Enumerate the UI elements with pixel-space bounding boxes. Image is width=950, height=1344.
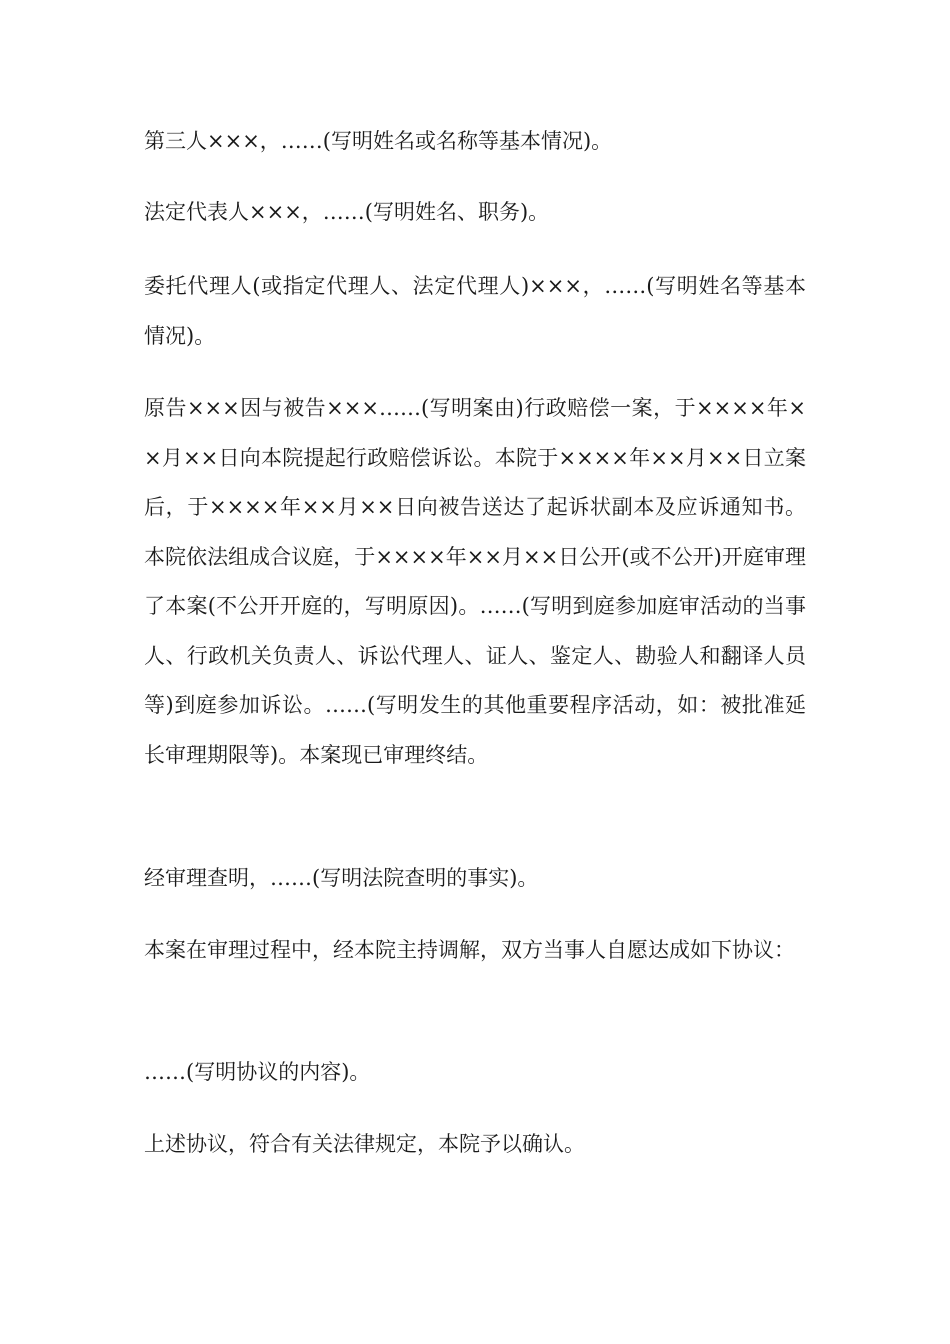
paragraph-confirmation: 上述协议，符合有关法律规定，本院予以确认。: [144, 1132, 585, 1156]
paragraph-third-party: 第三人×××，……(写明姓名或名称等基本情况)。: [144, 129, 613, 153]
paragraph-legal-representative: 法定代表人×××，……(写明姓名、职务)。: [144, 200, 550, 224]
paragraph-facts-found: 经审理查明，……(写明法院查明的事实)。: [144, 866, 539, 890]
paragraph-mediation: 本案在审理过程中，经本院主持调解，双方当事人自愿达成如下协议：: [144, 938, 795, 962]
paragraph-entrusted-agent: 委托代理人(或指定代理人、法定代理人)×××，……(写明姓名等基本情况)。: [144, 274, 806, 348]
paragraph-case-procedure: 原告×××因与被告×××……(写明案由)行政赔偿一案，于××××年××月××日向本院提起行政赔偿诉讼。本院于××××年××月××日立案后，于××××年××月××日向被告送达了起诉状副本及应诉通知书。本院依法组成合议庭，于××××年××月××日公开(或不公开)开庭审理了本案(不公开开庭的，写明原因)。……(写明到庭参加庭审活动的当事人、行政机关负责人、诉讼代理人、证人、鉴定人、勘验人和翻译人员等)到庭参加诉讼。……(写明发生的其他重要程序活动，如：被批准延长审理期限等)。本案现已审理终结。: [144, 396, 806, 767]
paragraph-agreement-content: ……(写明协议的内容)。: [144, 1060, 371, 1084]
